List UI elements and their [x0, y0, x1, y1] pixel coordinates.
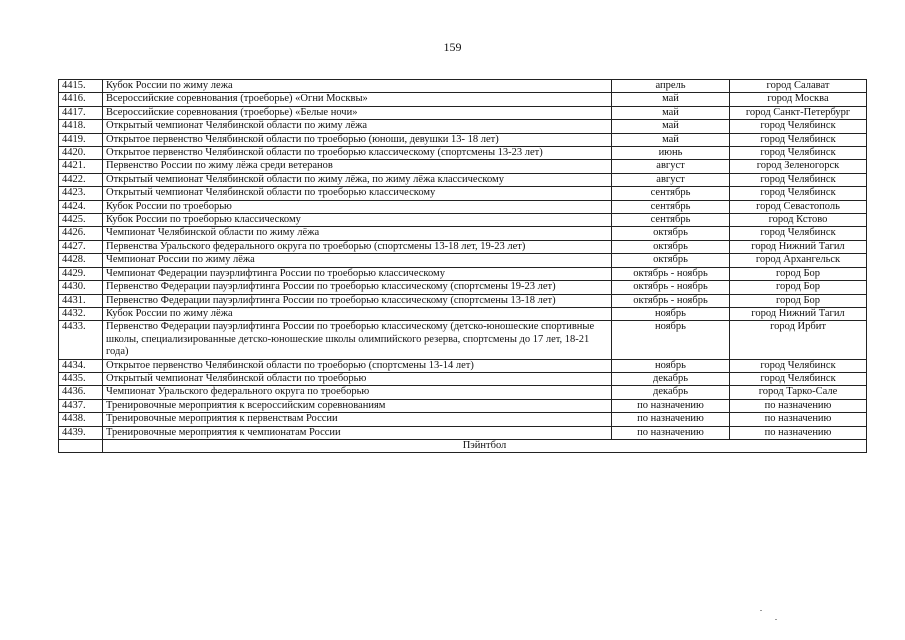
row-number: 4425. — [59, 214, 103, 227]
table-row — [59, 187, 867, 200]
event-city: по назначению — [730, 413, 867, 426]
table-row — [59, 214, 867, 227]
event-name: Кубок России по троеборью — [103, 200, 612, 213]
section-title: Пэйнтбол — [103, 439, 867, 452]
row-number: 4428. — [59, 254, 103, 267]
event-name: Тренировочные мероприятия к чемпионатам России — [103, 426, 612, 439]
event-name: Тренировочные мероприятия к первенствам России — [103, 413, 612, 426]
event-city: город Челябинск — [730, 133, 867, 146]
table-row — [59, 294, 867, 307]
event-month: декабрь — [612, 372, 730, 385]
table-row — [59, 133, 867, 146]
table-row — [59, 120, 867, 133]
event-name: Кубок России по троеборью классическому — [103, 214, 612, 227]
row-number: 4418. — [59, 120, 103, 133]
event-name: Открытый чемпионат Челябинской области по троеборью — [103, 372, 612, 385]
event-month: по назначению — [612, 426, 730, 439]
table-row — [59, 80, 867, 93]
event-name: Первенство России по жиму лёжа среди ветеранов — [103, 160, 612, 173]
table-row — [59, 386, 867, 399]
event-name: Открытый чемпионат Челябинской области по жиму лёжа — [103, 120, 612, 133]
row-number: 4427. — [59, 240, 103, 253]
event-month: май — [612, 93, 730, 106]
event-month: октябрь — [612, 254, 730, 267]
row-number: 4424. — [59, 200, 103, 213]
event-city: город Бор — [730, 267, 867, 280]
event-month: июнь — [612, 147, 730, 160]
event-month: ноябрь — [612, 359, 730, 372]
row-number: 4416. — [59, 93, 103, 106]
event-month: по назначению — [612, 399, 730, 412]
event-city: город Кстово — [730, 214, 867, 227]
event-name: Открытый чемпионат Челябинской области по жиму лёжа, по жиму лёжа классическому — [103, 173, 612, 186]
event-name: Чемпионат Уральского федерального округа по троеборью — [103, 386, 612, 399]
event-city: город Челябинск — [730, 372, 867, 385]
table-row — [59, 372, 867, 385]
table-row — [59, 281, 867, 294]
row-number: 4419. — [59, 133, 103, 146]
event-month: август — [612, 173, 730, 186]
scan-speck — [760, 610, 762, 611]
row-number: 4432. — [59, 307, 103, 320]
table-row — [59, 307, 867, 320]
row-number: 4420. — [59, 147, 103, 160]
table-row — [59, 106, 867, 119]
event-city: город Челябинск — [730, 120, 867, 133]
event-month: сентябрь — [612, 187, 730, 200]
event-name: Чемпионат Федерации пауэрлифтинга России по троеборью классическому — [103, 267, 612, 280]
row-number: 4430. — [59, 281, 103, 294]
event-month: август — [612, 160, 730, 173]
row-number: 4431. — [59, 294, 103, 307]
event-month: сентябрь — [612, 214, 730, 227]
table-row — [59, 173, 867, 186]
event-city: город Севастополь — [730, 200, 867, 213]
row-number: 4439. — [59, 426, 103, 439]
event-month: ноябрь — [612, 321, 730, 359]
table-row — [59, 200, 867, 213]
event-name: Чемпионат Челябинской области по жиму лёжа — [103, 227, 612, 240]
section-number-cell — [59, 439, 103, 452]
event-month: декабрь — [612, 386, 730, 399]
page-number: 159 — [443, 40, 462, 54]
table-row — [59, 399, 867, 412]
event-month: май — [612, 106, 730, 119]
event-city: город Челябинск — [730, 227, 867, 240]
event-month: октябрь - ноябрь — [612, 281, 730, 294]
event-month: октябрь - ноябрь — [612, 294, 730, 307]
row-number: 4421. — [59, 160, 103, 173]
event-city: город Тарко-Сале — [730, 386, 867, 399]
table-row — [59, 254, 867, 267]
event-name: Открытое первенство Челябинской области по троеборью классическому (спортсмены 13-23 лет) — [103, 147, 612, 160]
event-city: по назначению — [730, 426, 867, 439]
scan-speck — [775, 619, 777, 620]
event-city: город Ирбит — [730, 321, 867, 359]
event-name: Всероссийские соревнования (троеборье) «Белые ночи» — [103, 106, 612, 119]
event-city: город Санкт-Петербург — [730, 106, 867, 119]
event-city: город Архангельск — [730, 254, 867, 267]
event-name: Всероссийские соревнования (троеборье) «Огни Москвы» — [103, 93, 612, 106]
event-city: город Челябинск — [730, 187, 867, 200]
event-city: город Салават — [730, 80, 867, 93]
table-row — [59, 426, 867, 439]
event-month: ноябрь — [612, 307, 730, 320]
row-number: 4426. — [59, 227, 103, 240]
row-number: 4422. — [59, 173, 103, 186]
event-city: город Нижний Тагил — [730, 240, 867, 253]
event-month: октябрь — [612, 227, 730, 240]
table-row — [59, 321, 867, 359]
event-month: май — [612, 133, 730, 146]
table-row — [59, 147, 867, 160]
row-number: 4433. — [59, 321, 103, 359]
row-number: 4438. — [59, 413, 103, 426]
event-name: Первенство Федерации пауэрлифтинга России по троеборью классическому (детско-юношеские спортивные школы, специализированные детско-юношеские школы олимпийского резерва, спортсмены до 17 лет, 18-21 года) — [103, 321, 612, 359]
event-month: май — [612, 120, 730, 133]
table-row — [59, 93, 867, 106]
event-name: Первенства Уральского федерального округа по троеборью (спортсмены 13-18 лет, 19-23 лет) — [103, 240, 612, 253]
event-city: город Челябинск — [730, 147, 867, 160]
event-name: Кубок России по жиму лежа — [103, 80, 612, 93]
event-name: Чемпионат России по жиму лёжа — [103, 254, 612, 267]
event-city: город Бор — [730, 294, 867, 307]
table-row — [59, 227, 867, 240]
row-number: 4436. — [59, 386, 103, 399]
event-name: Первенство Федерации пауэрлифтинга России по троеборью классическому (спортсмены 13-18 лет) — [103, 294, 612, 307]
event-name: Первенство Федерации пауэрлифтинга России по троеборью классическому (спортсмены 19-23 лет) — [103, 281, 612, 294]
event-city: город Нижний Тагил — [730, 307, 867, 320]
section-row — [59, 439, 867, 452]
table-row — [59, 267, 867, 280]
event-name: Открытое первенство Челябинской области по троеборью (спортсмены 13-14 лет) — [103, 359, 612, 372]
event-city: по назначению — [730, 399, 867, 412]
events-table — [58, 79, 867, 453]
event-city: город Москва — [730, 93, 867, 106]
event-name: Открытое первенство Челябинской области по троеборью (юноши, девушки 13- 18 лет) — [103, 133, 612, 146]
event-name: Тренировочные мероприятия к всероссийским соревнованиям — [103, 399, 612, 412]
event-city: город Челябинск — [730, 359, 867, 372]
row-number: 4417. — [59, 106, 103, 119]
row-number: 4415. — [59, 80, 103, 93]
event-name: Кубок России по жиму лёжа — [103, 307, 612, 320]
events-table-body — [59, 80, 867, 453]
event-month: октябрь — [612, 240, 730, 253]
event-city: город Челябинск — [730, 173, 867, 186]
event-month: апрель — [612, 80, 730, 93]
row-number: 4435. — [59, 372, 103, 385]
row-number: 4423. — [59, 187, 103, 200]
event-name: Открытый чемпионат Челябинской области по троеборью классическому — [103, 187, 612, 200]
row-number: 4429. — [59, 267, 103, 280]
event-month: октябрь - ноябрь — [612, 267, 730, 280]
table-row — [59, 240, 867, 253]
row-number: 4437. — [59, 399, 103, 412]
event-month: сентябрь — [612, 200, 730, 213]
table-row — [59, 359, 867, 372]
event-city: город Зеленогорск — [730, 160, 867, 173]
table-row — [59, 160, 867, 173]
event-month: по назначению — [612, 413, 730, 426]
event-city: город Бор — [730, 281, 867, 294]
row-number: 4434. — [59, 359, 103, 372]
table-row — [59, 413, 867, 426]
